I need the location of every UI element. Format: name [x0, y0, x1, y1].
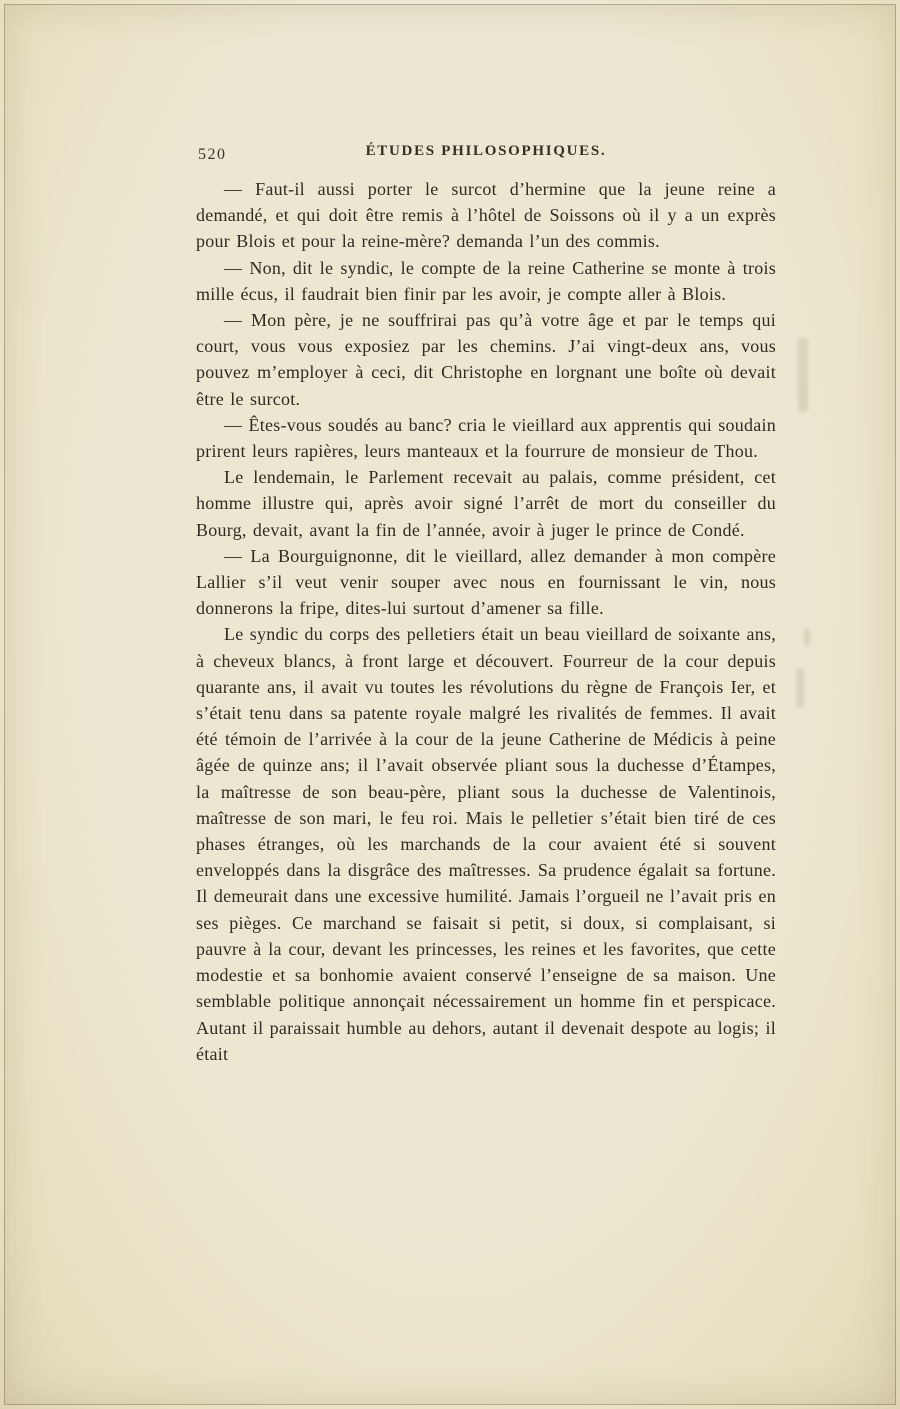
running-title: ÉTUDES PHILOSOPHIQUES.: [365, 143, 607, 159]
scan-artifact: [798, 338, 808, 412]
page-content: [196, 143, 776, 1067]
paragraph-dialogue-5: — La Bourguignonne, dit le vieillard, allez demander à mon compère Lallier s’il veut venir souper avec nous en fournissant le vin, nous donnerons la fripe, dites-lui surtout d’amener sa fille.: [196, 545, 776, 619]
scan-artifact: [804, 628, 810, 646]
paragraph-dialogue-1: — Faut-il aussi porter le surcot d’hermine que la jeune reine a demandé, et qui doit être remis à l’hôtel de Soissons où il y a un exprès pour Blois et pour la reine-mère? demanda l’un des commis.: [196, 179, 776, 252]
paragraph-narrative-2: Le syndic du corps des pelletiers était un beau vieillard de soixante ans, à cheveux blancs, à front large et découvert. Fourreur de la cour depuis quarante ans, il avait vu toutes les révolutions du règne de François Ier, et s’était tenu dans sa patente royale malgré les rivalités de femmes. Il avait été témoin de l’arrivée à la cour de la jeune Catherine de Médicis à peine âgée de quinze ans; il l’avait observée pliant sous la duchesse d’Étampes, la maîtresse de son beau-père, pliant sous la duchesse de Valentinois, maîtresse de son mari, le feu roi. Mais le pelletier s’était bien tiré de ces phases étranges, où les marchands de la cour avaient été si souvent enveloppés dans la disgrâce des maîtresses. Sa prudence égalait sa fortune. Il demeurait dans une excessive humilité. Jamais l’orgueil ne l’avait pris en ses pièges. Ce marchand se faisait si petit, si doux, si complaisant, si pauvre à la cour, devant les princesses, les reines et les favorites, que cette modestie et sa bonhomie avaient conservé l’enseigne de sa maison. Une semblable politique annonçait nécessairement un homme fin et perspicace. Autant il paraissait humble au dehors, autant il devenait despote au logis; il était: [196, 624, 776, 1064]
paragraph-dialogue-2: — Non, dit le syndic, le compte de la reine Catherine se monte à trois mille écus, il faudrait bien finir par les avoir, je compte aller à Blois.: [196, 257, 776, 304]
body-text: [196, 176, 776, 1067]
running-header: [196, 143, 776, 165]
page-number: 520: [198, 146, 227, 163]
scan-artifact: [796, 668, 804, 708]
paragraph-dialogue-3: — Mon père, je ne souffrirai pas qu’à votre âge et par le temps qui court, vous vous exposiez par les chemins. J’ai vingt-deux ans, vous pouvez m’employer à ceci, dit Christophe en lorgnant une boîte où devait être le surcot.: [196, 310, 776, 409]
paragraph-dialogue-4: — Êtes-vous soudés au banc? cria le vieillard aux apprentis qui soudain prirent leurs rapières, leurs manteaux et la fourrure de monsieur de Thou.: [196, 414, 776, 462]
paragraph-narrative-1: Le lendemain, le Parlement recevait au palais, comme président, cet homme illustre qui, après avoir signé l’arrêt de mort du conseiller du Bourg, devait, avant la fin de l’année, avoir à juger le prince de Condé.: [196, 467, 776, 540]
